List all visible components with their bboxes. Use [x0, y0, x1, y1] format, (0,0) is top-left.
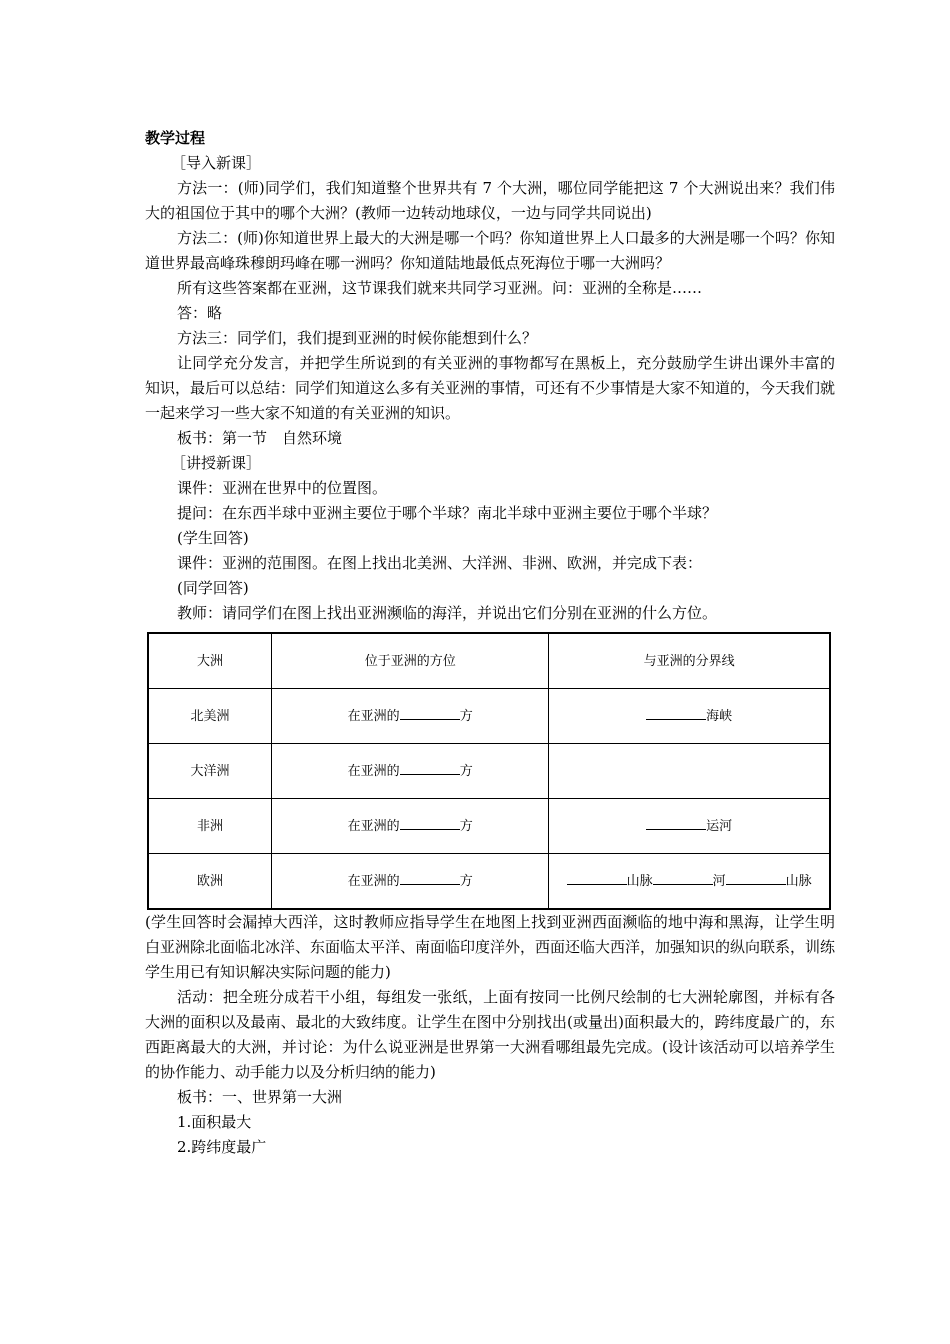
fill-blank[interactable]: [400, 870, 460, 885]
boundary-cell: [549, 799, 830, 854]
classmate-answer: (同学回答): [177, 579, 249, 597]
fill-blank[interactable]: [653, 870, 713, 885]
fill-blank[interactable]: [400, 815, 460, 830]
all-answers: 所有这些答案都在亚洲，这节课我们就来共同学习亚洲。问：亚洲的全称是……: [177, 279, 703, 297]
section-title: 教学过程: [145, 129, 206, 147]
position-cell: [272, 799, 549, 854]
fill-blank[interactable]: [400, 705, 460, 720]
teacher-task: 教师：请同学们在图上找出亚洲濒临的海洋，并说出它们分别在亚洲的什么方位。: [177, 604, 718, 622]
position-cell: [272, 744, 549, 799]
boundary-text: 运河: [706, 818, 733, 834]
position-prefix: 在亚洲的: [347, 873, 400, 889]
boundary-text: 山脉: [626, 873, 653, 889]
intro-section-label: ［导入新课］: [171, 154, 262, 172]
continent-cell: 非洲: [148, 799, 272, 854]
method-three: 方法三：同学们，我们提到亚洲的时候你能想到什么？: [177, 329, 538, 347]
table-row: [148, 854, 830, 910]
list-item: 2.跨纬度最广: [177, 1138, 267, 1156]
position-suffix: 方: [459, 818, 473, 834]
document-page: [145, 120, 835, 1160]
position-suffix: 方: [459, 873, 473, 889]
question-1: 提问：在东西半球中亚洲主要位于哪个半球？南北半球中亚洲主要位于哪个半球？: [177, 504, 718, 522]
method-one: 方法一：(师)同学们，我们知道整个世界共有 7 个大洲，哪位同学能把这 7 个大洲说出来？我们伟大的祖国位于其中的哪个大洲？(教师一边转动地球仪，一边与同学共同说出): [145, 179, 835, 222]
table-row: [148, 799, 830, 854]
boundary-text: 海峡: [706, 708, 733, 724]
fill-blank[interactable]: [726, 870, 786, 885]
board-note-2: 板书：一、世界第一大洲: [177, 1088, 343, 1106]
list-item: 1.面积最大: [177, 1113, 252, 1131]
position-prefix: 在亚洲的: [347, 818, 400, 834]
table-row: [148, 689, 830, 744]
table-row: [148, 744, 830, 799]
answer: 答：略: [177, 304, 223, 322]
method-two: 方法二：(师)你知道世界上最大的大洲是哪一个吗？你知道世界上人口最多的大洲是哪一个吗？你知道世界最高峰珠穆朗玛峰在哪一洲吗？你知道陆地最低点死海位于哪一大洲吗？: [145, 229, 835, 272]
table-header-row: [148, 633, 830, 689]
fill-blank[interactable]: [400, 760, 460, 775]
header-position: 位于亚洲的方位: [272, 633, 549, 689]
method-three-detail: 让同学充分发言，并把学生所说到的有关亚洲的事物都写在黑板上，充分鼓励学生讲出课外丰富的知识，最后可以总结：同学们知道这么多有关亚洲的事情，可还有不少事情是大家不知道的，今天我们就一起来学习一些大家不知道的有关亚洲的知识。: [145, 354, 836, 422]
continent-cell: 北美洲: [148, 689, 272, 744]
courseware-2: 课件：亚洲的范围图。在图上找出北美洲、大洋洲、非洲、欧洲，并完成下表：: [177, 554, 703, 572]
continent-cell: 欧洲: [148, 854, 272, 910]
continent-table: [147, 632, 831, 910]
boundary-cell: [549, 689, 830, 744]
courseware-1: 课件：亚洲在世界中的位置图。: [177, 479, 388, 497]
teach-section-label: ［讲授新课］: [171, 454, 262, 472]
header-continent: 大洲: [148, 633, 272, 689]
position-prefix: 在亚洲的: [347, 763, 400, 779]
board-note-1: 板书：第一节 自然环境: [177, 429, 343, 447]
position-suffix: 方: [459, 708, 473, 724]
boundary-text: 河: [712, 873, 726, 889]
student-answer: (学生回答): [177, 529, 249, 547]
position-cell: [272, 854, 549, 910]
boundary-cell: [549, 744, 830, 799]
boundary-text: 山脉: [785, 873, 812, 889]
fill-blank[interactable]: [646, 815, 706, 830]
fill-blank[interactable]: [567, 870, 627, 885]
header-boundary: 与亚洲的分界线: [549, 633, 830, 689]
fill-blank[interactable]: [646, 705, 706, 720]
position-prefix: 在亚洲的: [347, 708, 400, 724]
activity: 活动：把全班分成若干小组，每组发一张纸，上面有按同一比例尺绘制的七大洲轮廓图，并标有各大洲的面积以及最南、最北的大致纬度。让学生在图中分别找出(或量出)面积最大的，跨纬度最广的，东西距离最大的大洲，并讨论：为什么说亚洲是世界第一大洲看哪组最先完成。(设计该活动可以培养学生的协作能力、动手能力以及分析归纳的能力): [145, 988, 835, 1081]
boundary-cell: [549, 854, 830, 910]
position-suffix: 方: [459, 763, 473, 779]
continent-cell: 大洋洲: [148, 744, 272, 799]
position-cell: [272, 689, 549, 744]
after-table-note: (学生回答时会漏掉大西洋，这时教师应指导学生在地图上找到亚洲西面濒临的地中海和黑海，让学生明白亚洲除北面临北冰洋、东面临太平洋、南面临印度洋外，西面还临大西洋，加强知识的纵向联系，训练学生用已有知识解决实际问题的能力): [145, 913, 836, 981]
